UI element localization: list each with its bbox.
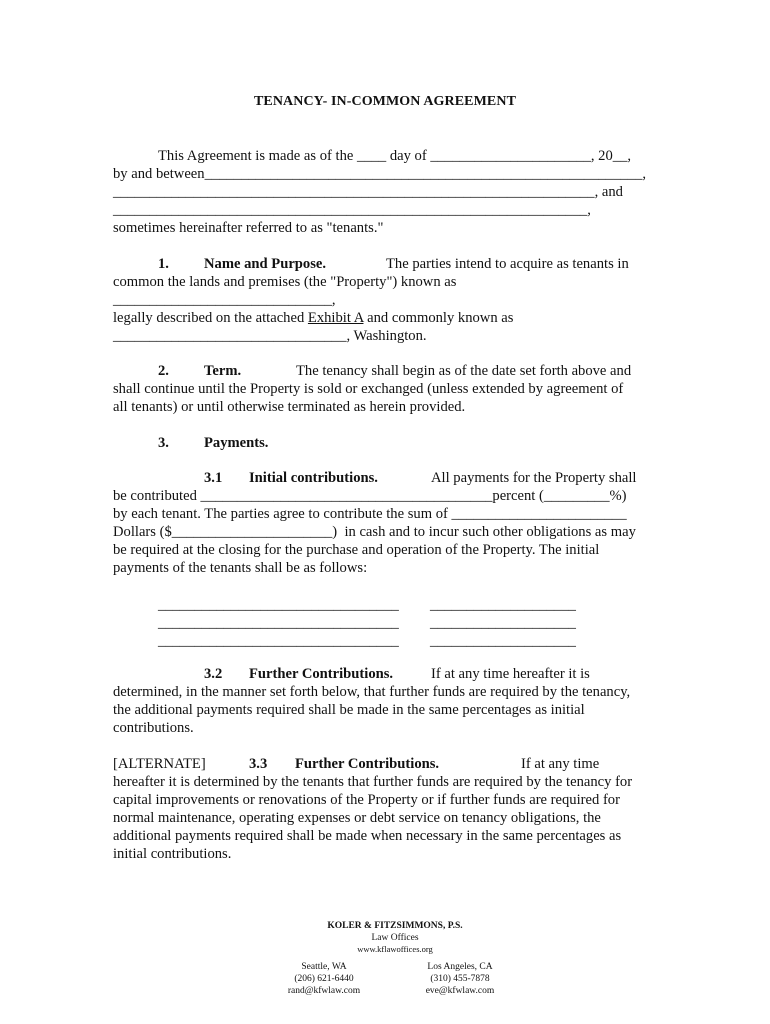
payment-row-3-left: _________________________________ <box>158 633 399 649</box>
section-3-1-line-6: payments of the tenants shall be as follows: <box>113 560 368 576</box>
footer-left-phone: (206) 621-6440 <box>294 974 354 984</box>
footer-website: www.kflawoffices.org <box>357 944 433 954</box>
section-3-number: 3. <box>158 435 169 451</box>
section-3-3-line-5: additional payments required shall be made when necessary in the same percentages as <box>113 828 622 844</box>
section-3-2-line-1: If at any time hereafter it is <box>431 666 590 682</box>
section-2-line-2: shall continue until the Property is sold or exchanged (unless extended by agreement of <box>113 381 624 397</box>
intro-line-5: sometimes hereinafter referred to as "tenants." <box>113 220 384 236</box>
section-3-2-heading: Further Contributions. <box>249 666 394 682</box>
section-2-line-3: all tenants) or until otherwise terminated as herein provided. <box>113 399 466 415</box>
section-1-line-3: ______________________________, <box>113 292 336 308</box>
section-3-1-line-1: All payments for the Property shall <box>431 470 637 486</box>
section-3-1-line-3: by each tenant. The parties agree to contribute the sum of ________________________ <box>113 506 627 522</box>
section-3-1-heading: Initial contributions. <box>249 470 378 486</box>
section-3-heading: Payments. <box>204 435 269 451</box>
alternate-label: [ALTERNATE] <box>113 756 206 772</box>
payment-row-2-right: ____________________ <box>430 615 576 631</box>
footer-firm-name: KOLER & FITZSIMMONS, P.S. <box>327 921 463 931</box>
section-1-heading: Name and Purpose. <box>204 256 327 272</box>
footer-right-city: Los Angeles, CA <box>427 962 493 972</box>
section-1-line-4-post: and commonly known as <box>363 310 514 326</box>
section-2-line-1: The tenancy shall begin as of the date set forth above and <box>296 363 632 379</box>
section-1-line-2: common the lands and premises (the "Property") known as <box>113 274 457 290</box>
section-3-1-line-2: be contributed ________________________________________percent (_________%) <box>113 488 627 504</box>
section-2-number: 2. <box>158 363 169 379</box>
section-3-1-number: 3.1 <box>204 470 223 486</box>
section-3-3-line-1: If at any time <box>521 756 600 772</box>
section-1-line-5: ________________________________, Washington. <box>113 328 427 344</box>
section-3-3-number: 3.3 <box>249 756 268 772</box>
section-3-2-line-3: the additional payments required shall be made in the same percentages as initial <box>113 702 585 718</box>
payment-row-1-left: _________________________________ <box>158 597 399 613</box>
payment-row-2-left: _________________________________ <box>158 615 399 631</box>
footer-subtitle: Law Offices <box>371 933 419 943</box>
section-3-3-line-6: initial contributions. <box>113 846 232 862</box>
footer-right-phone: (310) 455-7878 <box>430 974 490 984</box>
section-3-2-number: 3.2 <box>204 666 223 682</box>
section-3-3-heading: Further Contributions. <box>295 756 440 772</box>
section-1-number: 1. <box>158 256 169 272</box>
section-3-1-line-5: be required at the closing for the purchase and operation of the Property. The initial <box>113 542 600 558</box>
payment-row-1-right: ____________________ <box>430 597 576 613</box>
section-2-heading: Term. <box>204 363 242 379</box>
section-3-3-line-4: normal maintenance, operating expenses or debt service on tenancy obligations, the <box>113 810 601 826</box>
intro-line-4: _________________________________________________________________, <box>113 202 591 218</box>
payment-row-3-right: ____________________ <box>430 633 576 649</box>
exhibit-a-link: Exhibit A <box>307 310 364 326</box>
footer-right-email: eve@kfwlaw.com <box>425 986 495 996</box>
section-3-1-line-4: Dollars ($______________________) in cash and to incur such other obligations as may <box>113 524 636 540</box>
section-3-2-line-4: contributions. <box>113 720 194 736</box>
section-3-2-line-2: determined, in the manner set forth below, that further funds are required by the tenancy, <box>113 684 631 700</box>
intro-line-2: by and between____________________________________________________________, <box>113 166 647 182</box>
footer-left-email: rand@kfwlaw.com <box>287 986 361 996</box>
document-title: TENANCY- IN-COMMON AGREEMENT <box>253 94 517 109</box>
section-1-line-1: The parties intend to acquire as tenants in <box>386 256 629 272</box>
section-3-3-line-2: hereafter it is determined by the tenants that further funds are required by the tenancy for <box>113 774 633 790</box>
section-1-line-4-pre: legally described on the attached <box>113 310 308 326</box>
intro-line-3: __________________________________________________________________, and <box>113 184 623 200</box>
footer-left-city: Seattle, WA <box>301 962 347 972</box>
intro-line-1: This Agreement is made as of the ____ day of ______________________, 20__, <box>158 148 632 164</box>
section-1-line-4 <box>113 309 513 327</box>
section-3-3-line-3: capital improvements or renovations of the Property or if further funds are required for <box>113 792 620 808</box>
